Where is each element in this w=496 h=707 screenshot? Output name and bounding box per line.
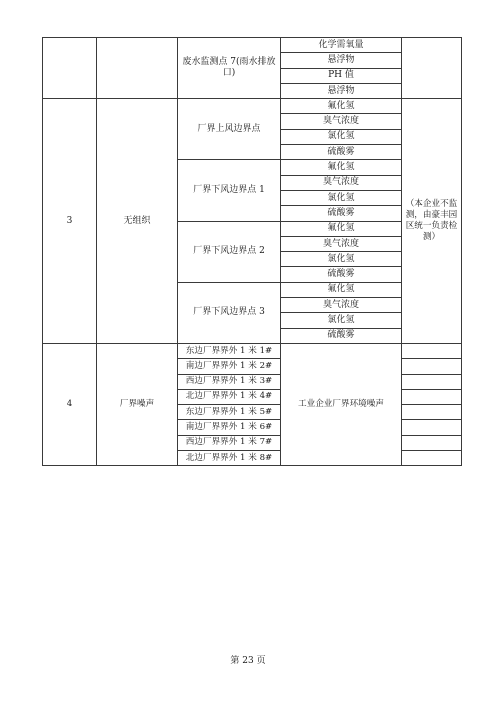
note-cell	[402, 420, 462, 435]
item-cell: 氟化氢	[281, 160, 402, 175]
point-cell: 西边厂界界外 1 米 3#	[178, 374, 281, 389]
item-cell: 硫酸雾	[281, 267, 402, 282]
item-cell: 氟化氢	[281, 282, 402, 297]
item-cell: 硫酸雾	[281, 206, 402, 221]
note-cell	[402, 435, 462, 450]
point-cell: 厂界上风边界点	[178, 99, 281, 160]
item-cell: 氟化氢	[281, 99, 402, 114]
item-cell: PH 值	[281, 68, 402, 83]
item-cell: 硫酸雾	[281, 145, 402, 160]
item-cell: 悬浮物	[281, 83, 402, 98]
category-cell: 厂界噪声	[97, 343, 178, 465]
item-cell: 氯化氢	[281, 313, 402, 328]
point-cell: 东边厂界界外 1 米 5#	[178, 405, 281, 420]
note-cell: （本企业不监测，由豪丰园区统一负责检测）	[402, 99, 462, 344]
item-cell: 工业企业厂界环境噪声	[281, 343, 402, 465]
item-cell: 臭气浓度	[281, 175, 402, 190]
note-cell	[402, 343, 462, 358]
no-cell	[43, 38, 97, 99]
no-cell: 4	[43, 343, 97, 465]
table-row	[43, 343, 462, 358]
category-cell	[97, 38, 178, 99]
item-cell: 悬浮物	[281, 53, 402, 68]
table-row	[43, 38, 462, 53]
note-cell	[402, 374, 462, 389]
page-number: 第 23 页	[230, 656, 266, 666]
note-cell	[402, 359, 462, 374]
point-cell: 西边厂界界外 1 米 7#	[178, 435, 281, 450]
item-cell: 臭气浓度	[281, 298, 402, 313]
point-cell: 北边厂界界外 1 米 8#	[178, 451, 281, 466]
point-cell: 厂界下风边界点 2	[178, 221, 281, 282]
point-cell: 北边厂界界外 1 米 4#	[178, 389, 281, 404]
item-cell: 氯化氢	[281, 190, 402, 205]
point-cell: 厂界下风边界点 3	[178, 282, 281, 343]
item-cell: 氯化氢	[281, 252, 402, 267]
note-cell	[402, 405, 462, 420]
point-cell: 厂界下风边界点 1	[178, 160, 281, 221]
point-cell: 废水监测点 7(雨水排放口)	[178, 38, 281, 99]
item-cell: 氯化氢	[281, 129, 402, 144]
no-cell: 3	[43, 99, 97, 344]
item-cell: 氟化氢	[281, 221, 402, 236]
item-cell: 臭气浓度	[281, 114, 402, 129]
category-cell: 无组织	[97, 99, 178, 344]
monitoring-table	[42, 37, 462, 466]
item-cell: 臭气浓度	[281, 236, 402, 251]
table-row	[43, 99, 462, 114]
note-cell	[402, 389, 462, 404]
point-cell: 南边厂界界外 1 米 2#	[178, 359, 281, 374]
note-cell	[402, 451, 462, 466]
item-cell: 化学需氧量	[281, 38, 402, 53]
point-cell: 南边厂界界外 1 米 6#	[178, 420, 281, 435]
point-cell: 东边厂界界外 1 米 1#	[178, 343, 281, 358]
note-cell	[402, 38, 462, 99]
item-cell: 硫酸雾	[281, 328, 402, 343]
